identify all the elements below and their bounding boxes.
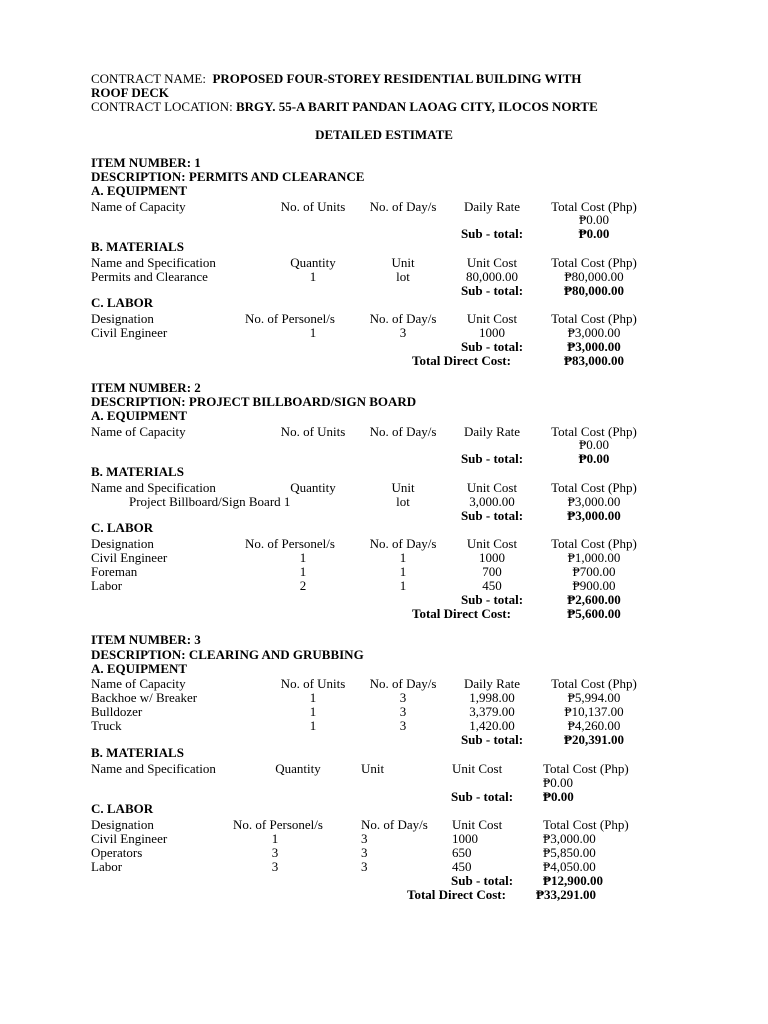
- table-row: [0, 832, 768, 846]
- table-row: [0, 495, 768, 509]
- cell-units: 1: [309, 704, 317, 719]
- total-direct-cost-row: [0, 607, 768, 621]
- col-header: Unit: [391, 255, 415, 270]
- subtotal-value: ₱0.00: [543, 789, 574, 804]
- equipment-heading: A. EQUIPMENT: [91, 183, 188, 198]
- materials-header-row: [0, 481, 768, 495]
- cell-personnel: 1: [299, 564, 307, 579]
- cell-personnel: 1: [309, 325, 317, 340]
- table-row: [0, 270, 768, 284]
- cell-days: 1: [399, 550, 407, 565]
- table-row: [0, 776, 768, 790]
- col-header: Unit Cost: [466, 311, 518, 326]
- total-direct-cost-row: [0, 354, 768, 368]
- subtotal-value: ₱0.00: [578, 226, 610, 241]
- cell-capacity: Backhoe w/ Breaker: [91, 690, 198, 705]
- cell-designation: Civil Engineer: [91, 550, 168, 565]
- col-header: Quantity: [275, 761, 321, 776]
- cell-units: 1: [309, 690, 317, 705]
- table-row: [0, 565, 768, 579]
- cell-designation: Foreman: [91, 564, 138, 579]
- subtotal-label: Sub - total:: [460, 451, 524, 466]
- col-header: No. of Day/s: [369, 536, 437, 551]
- total-direct-cost-label: Total Direct Cost:: [412, 353, 511, 368]
- col-header: Name of Capacity: [91, 424, 186, 439]
- materials-heading: B. MATERIALS: [91, 464, 184, 479]
- materials-header-row: [0, 762, 768, 776]
- materials-heading: B. MATERIALS: [91, 745, 184, 760]
- col-header: Total Cost (Php): [551, 199, 637, 214]
- table-row: [0, 846, 768, 860]
- cell-unit-cost: 3,000.00: [469, 494, 515, 509]
- col-header: No. of Personel/s: [245, 311, 335, 326]
- subtotal-value: ₱80,000.00: [564, 283, 624, 298]
- cell-unit-cost: 1000: [452, 831, 478, 846]
- labor-heading: C. LABOR: [91, 520, 154, 535]
- col-header: Name and Specification: [91, 761, 216, 776]
- subtotal-value: ₱3,000.00: [567, 339, 621, 354]
- table-row: [0, 691, 768, 705]
- cell-total: ₱900.00: [572, 578, 616, 593]
- subtotal-value: ₱2,600.00: [567, 592, 621, 607]
- col-header: Total Cost (Php): [551, 311, 637, 326]
- item-description: DESCRIPTION: CLEARING AND GRUBBING: [91, 647, 364, 662]
- col-header: Total Cost (Php): [551, 424, 637, 439]
- cell-designation: Civil Engineer: [91, 831, 168, 846]
- contract-location-line: [91, 100, 598, 114]
- col-header: Unit Cost: [466, 255, 518, 270]
- col-header: Total Cost (Php): [551, 536, 637, 551]
- table-row: [0, 213, 768, 227]
- cell-designation: Civil Engineer: [91, 325, 168, 340]
- cell-daily-rate: 1,998.00: [469, 690, 515, 705]
- cell-total: ₱10,137.00: [564, 704, 624, 719]
- col-header: Daily Rate: [464, 676, 520, 691]
- table-row: [0, 579, 768, 593]
- cell-total: ₱5,850.00: [543, 845, 596, 860]
- contract-location-label: CONTRACT LOCATION:: [91, 99, 233, 114]
- cell-days: 1: [399, 578, 407, 593]
- subtotal-label: Sub - total:: [451, 873, 514, 888]
- cell-days: 3: [399, 690, 407, 705]
- total-direct-cost-row: [0, 888, 768, 902]
- item-number: ITEM NUMBER: 2: [91, 380, 201, 395]
- cell-total: ₱3,000.00: [567, 494, 621, 509]
- col-header: Name of Capacity: [91, 676, 186, 691]
- col-header: Unit Cost: [466, 480, 518, 495]
- cell-total: ₱80,000.00: [564, 269, 624, 284]
- cell-total: ₱1,000.00: [567, 550, 621, 565]
- contract-name-label: CONTRACT NAME:: [91, 71, 206, 86]
- cell-personnel: 2: [299, 578, 307, 593]
- col-header: Name and Specification: [91, 255, 216, 270]
- cell-spec: Project Billboard/Sign Board 1: [129, 494, 291, 509]
- cell-qty: 1: [309, 269, 317, 284]
- col-header: Name of Capacity: [91, 199, 186, 214]
- total-direct-cost-label: Total Direct Cost:: [407, 887, 506, 902]
- col-header: Designation: [91, 817, 154, 832]
- cell-total: ₱4,260.00: [567, 718, 621, 733]
- contract-name-value-cont: ROOF DECK: [91, 85, 169, 100]
- col-header: Total Cost (Php): [551, 480, 637, 495]
- labor-heading: C. LABOR: [91, 801, 154, 816]
- cell-days: 1: [399, 564, 407, 579]
- subtotal-label: Sub - total:: [460, 732, 524, 747]
- cell-units: 1: [309, 718, 317, 733]
- cell-total: ₱5,994.00: [567, 690, 621, 705]
- subtotal-value: ₱12,900.00: [543, 873, 603, 888]
- cell-days: 3: [361, 831, 368, 846]
- col-header: Unit Cost: [466, 536, 518, 551]
- col-header: No. of Units: [280, 199, 346, 214]
- equipment-header-row: [0, 425, 768, 439]
- equipment-header-row: [0, 200, 768, 214]
- cell-unit-cost: 1000: [479, 325, 505, 340]
- item-number: ITEM NUMBER: 1: [91, 155, 201, 170]
- total-direct-cost-value: ₱5,600.00: [567, 606, 621, 621]
- subtotal-value: ₱0.00: [578, 451, 610, 466]
- col-header: No. of Personel/s: [233, 817, 323, 832]
- table-row: [0, 551, 768, 565]
- cell-personnel: 3: [271, 859, 279, 874]
- cell-unit-cost: 80,000.00: [466, 269, 518, 284]
- table-row: [0, 438, 768, 452]
- subtotal-label: Sub - total:: [451, 789, 514, 804]
- col-header: Unit Cost: [452, 761, 503, 776]
- cell-total: ₱0.00: [579, 437, 609, 452]
- col-header: Unit: [361, 761, 385, 776]
- equipment-header-row: [0, 677, 768, 691]
- subtotal-row: [0, 340, 768, 354]
- col-header: Total Cost (Php): [551, 255, 637, 270]
- labor-header-row: [0, 537, 768, 551]
- col-header: Name and Specification: [91, 480, 216, 495]
- cell-personnel: 1: [271, 831, 279, 846]
- materials-heading: B. MATERIALS: [91, 239, 184, 254]
- cell-designation: Labor: [91, 859, 123, 874]
- labor-heading: C. LABOR: [91, 295, 154, 310]
- subtotal-label: Sub - total:: [460, 592, 524, 607]
- item-description: DESCRIPTION: PERMITS AND CLEARANCE: [91, 169, 365, 184]
- subtotal-label: Sub - total:: [460, 508, 524, 523]
- cell-capacity: Truck: [91, 718, 122, 733]
- subtotal-label: Sub - total:: [460, 339, 524, 354]
- contract-name-value: PROPOSED FOUR-STOREY RESIDENTIAL BUILDING WITH: [212, 71, 582, 86]
- table-row: [0, 326, 768, 340]
- cell-capacity: Bulldozer: [91, 704, 143, 719]
- cell-daily-rate: 1,420.00: [469, 718, 515, 733]
- cell-spec: Permits and Clearance: [91, 269, 208, 284]
- col-header: Quantity: [290, 255, 336, 270]
- cell-unit-cost: 450: [452, 859, 472, 874]
- document-title: DETAILED ESTIMATE: [315, 127, 453, 142]
- col-header: Daily Rate: [464, 424, 520, 439]
- col-header: Designation: [91, 311, 154, 326]
- cell-unit-cost: 1000: [479, 550, 505, 565]
- cell-total: ₱3,000.00: [543, 831, 596, 846]
- item-description: DESCRIPTION: PROJECT BILLBOARD/SIGN BOARD: [91, 394, 417, 409]
- col-header: No. of Day/s: [361, 817, 428, 832]
- col-header: No. of Day/s: [369, 311, 437, 326]
- cell-total: ₱4,050.00: [543, 859, 596, 874]
- table-row: [0, 860, 768, 874]
- col-header: Unit Cost: [452, 817, 503, 832]
- cell-unit: lot: [396, 494, 410, 509]
- col-header: Total Cost (Php): [543, 761, 629, 776]
- col-header: No. of Units: [280, 676, 346, 691]
- cell-designation: Labor: [91, 578, 123, 593]
- cell-personnel: 1: [299, 550, 307, 565]
- cell-personnel: 3: [271, 845, 279, 860]
- cell-total: ₱0.00: [579, 212, 609, 227]
- cell-unit-cost: 700: [482, 564, 502, 579]
- subtotal-row: [0, 874, 768, 888]
- col-header: No. of Day/s: [369, 676, 437, 691]
- total-direct-cost-value: ₱33,291.00: [536, 887, 596, 902]
- col-header: Daily Rate: [464, 199, 520, 214]
- cell-total: ₱700.00: [572, 564, 616, 579]
- equipment-heading: A. EQUIPMENT: [91, 661, 188, 676]
- materials-header-row: [0, 256, 768, 270]
- col-header: No. of Day/s: [369, 424, 437, 439]
- col-header: No. of Personel/s: [245, 536, 335, 551]
- total-direct-cost-value: ₱83,000.00: [564, 353, 624, 368]
- contract-name-line: [91, 72, 581, 86]
- cell-days: 3: [399, 325, 407, 340]
- labor-header-row: [0, 312, 768, 326]
- labor-header-row: [0, 818, 768, 832]
- subtotal-row: [0, 593, 768, 607]
- col-header: Quantity: [290, 480, 336, 495]
- cell-days: 3: [399, 704, 407, 719]
- table-row: [0, 719, 768, 733]
- subtotal-label: Sub - total:: [460, 283, 524, 298]
- item-number: ITEM NUMBER: 3: [91, 632, 201, 647]
- equipment-heading: A. EQUIPMENT: [91, 408, 188, 423]
- subtotal-value: ₱3,000.00: [567, 508, 621, 523]
- col-header: Total Cost (Php): [543, 817, 629, 832]
- col-header: Unit: [391, 480, 415, 495]
- cell-days: 3: [361, 859, 368, 874]
- total-direct-cost-label: Total Direct Cost:: [412, 606, 511, 621]
- table-row: [0, 705, 768, 719]
- cell-total: ₱0.00: [543, 775, 573, 790]
- cell-unit-cost: 450: [482, 578, 502, 593]
- cell-daily-rate: 3,379.00: [469, 704, 515, 719]
- subtotal-label: Sub - total:: [460, 226, 524, 241]
- cell-unit: lot: [396, 269, 410, 284]
- subtotal-value: ₱20,391.00: [564, 732, 624, 747]
- col-header: Total Cost (Php): [551, 676, 637, 691]
- col-header: No. of Units: [280, 424, 346, 439]
- col-header: Designation: [91, 536, 154, 551]
- cell-total: ₱3,000.00: [567, 325, 621, 340]
- cell-unit-cost: 650: [452, 845, 472, 860]
- col-header: No. of Day/s: [369, 199, 437, 214]
- cell-days: 3: [399, 718, 407, 733]
- cell-designation: Operators: [91, 845, 143, 860]
- contract-location-value: BRGY. 55-A BARIT PANDAN LAOAG CITY, ILOCOS NORTE: [235, 99, 598, 114]
- cell-days: 3: [361, 845, 368, 860]
